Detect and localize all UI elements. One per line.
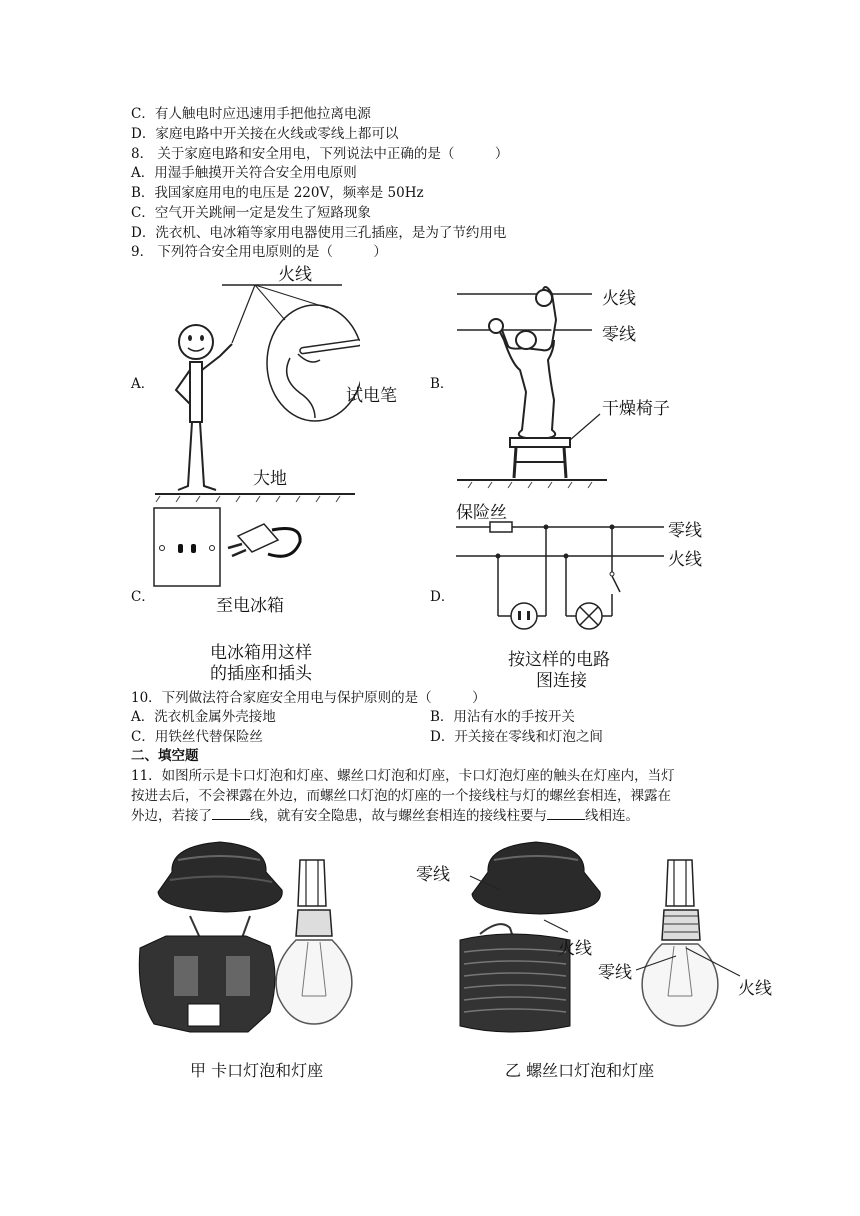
- figure-d-caption-line1: 按这样的电路: [508, 650, 610, 670]
- q11-blank-2[interactable]: [547, 807, 585, 820]
- figure-right-neutral-label-1: 零线: [416, 865, 450, 885]
- figure-left-caption: 甲 卡口灯泡和灯座: [190, 1061, 324, 1080]
- q11-line3-part3: 线相连。: [585, 808, 639, 824]
- q10-option-b: B．用沾有水的手按开关: [430, 709, 575, 725]
- q11-line3-part1: 外边，若接了: [131, 808, 212, 824]
- q8-option-d: D．洗衣机、电冰箱等家用电器使用三孔插座，是为了节约用电: [131, 225, 507, 241]
- section-heading-fill-blank: 二、填空题: [131, 748, 199, 764]
- q7-option-c: C．有人触电时应迅速用手把他拉离电源: [131, 106, 371, 122]
- figure-c-fridge-label: 至电冰箱: [216, 596, 284, 616]
- q8-stem: 8． 关于家庭电路和安全用电，下列说法中正确的是（ ）: [131, 146, 509, 162]
- q9-label-a: A．: [131, 376, 155, 392]
- q8-option-c: C．空气开关跳闸一定是发生了短路现象: [131, 205, 371, 221]
- figure-a-ground-label: 大地: [253, 469, 287, 489]
- figure-b-live-wire-label: 火线: [602, 289, 636, 309]
- figure-right-caption: 乙 螺丝口灯泡和灯座: [505, 1061, 655, 1080]
- figure-d-neutral-label: 零线: [668, 521, 702, 541]
- figure-d-live-label: 火线: [668, 550, 702, 570]
- q11-line3-part2: 线，就有安全隐患，故与螺丝套相连的接线柱要与: [250, 808, 547, 824]
- figure-d-fuse-label: 保险丝: [456, 503, 507, 523]
- q9-stem: 9． 下列符合安全用电原则的是（ ）: [131, 244, 387, 260]
- q8-option-b: B．我国家庭用电的电压是 220V，频率是 50Hz: [131, 185, 424, 201]
- figure-b-person-on-chair: [452, 280, 612, 490]
- q9-label-d: D．: [430, 589, 455, 605]
- q9-label-c: C．: [131, 589, 155, 605]
- q10-stem: 10．下列做法符合家庭安全用电与保护原则的是（ ）: [131, 690, 486, 706]
- figure-c-socket-and-plug: [152, 506, 312, 588]
- figure-b-dry-chair-label: 干燥椅子: [602, 399, 670, 419]
- q10-option-a: A．洗衣机金属外壳接地: [131, 709, 276, 725]
- figure-right-live-label-1: 火线: [558, 939, 592, 959]
- q11-line3: [131, 806, 639, 826]
- figure-screw-lamp: [440, 836, 760, 1042]
- q10-option-c: C．用铁丝代替保险丝: [131, 729, 263, 745]
- q9-label-b: B．: [430, 376, 454, 392]
- figure-d-circuit-diagram: [452, 514, 672, 634]
- figure-a-test-pen-label: 试电笔: [346, 386, 397, 406]
- figure-d-caption-line2: 图连接: [536, 671, 587, 691]
- figure-bayonet-lamp: [130, 836, 370, 1042]
- q10-option-d: D．开关接在零线和灯泡之间: [430, 729, 603, 745]
- q7-option-d: D．家庭电路中开关接在火线或零线上都可以: [131, 126, 399, 142]
- figure-right-neutral-label-2: 零线: [598, 963, 632, 983]
- figure-a-live-wire-label: 火线: [278, 265, 312, 285]
- figure-right-live-label-2: 火线: [738, 979, 772, 999]
- figure-c-caption-line2: 的插座和插头: [210, 664, 312, 684]
- q11-line1: 11．如图所示是卡口灯泡和灯座、螺丝口灯泡和灯座，卡口灯泡灯座的触头在灯座内，当灯: [131, 768, 675, 784]
- figure-c-caption-line1: 电冰箱用这样: [210, 643, 312, 663]
- q11-blank-1[interactable]: [212, 807, 250, 820]
- figure-b-neutral-wire-label: 零线: [602, 325, 636, 345]
- q8-option-a: A．用湿手触摸开关符合安全用电原则: [131, 165, 357, 181]
- q11-line2: 按进去后，不会裸露在外边，而螺丝口灯泡的灯座的一个接线柱与灯的螺丝套相连，裸露在: [131, 788, 671, 804]
